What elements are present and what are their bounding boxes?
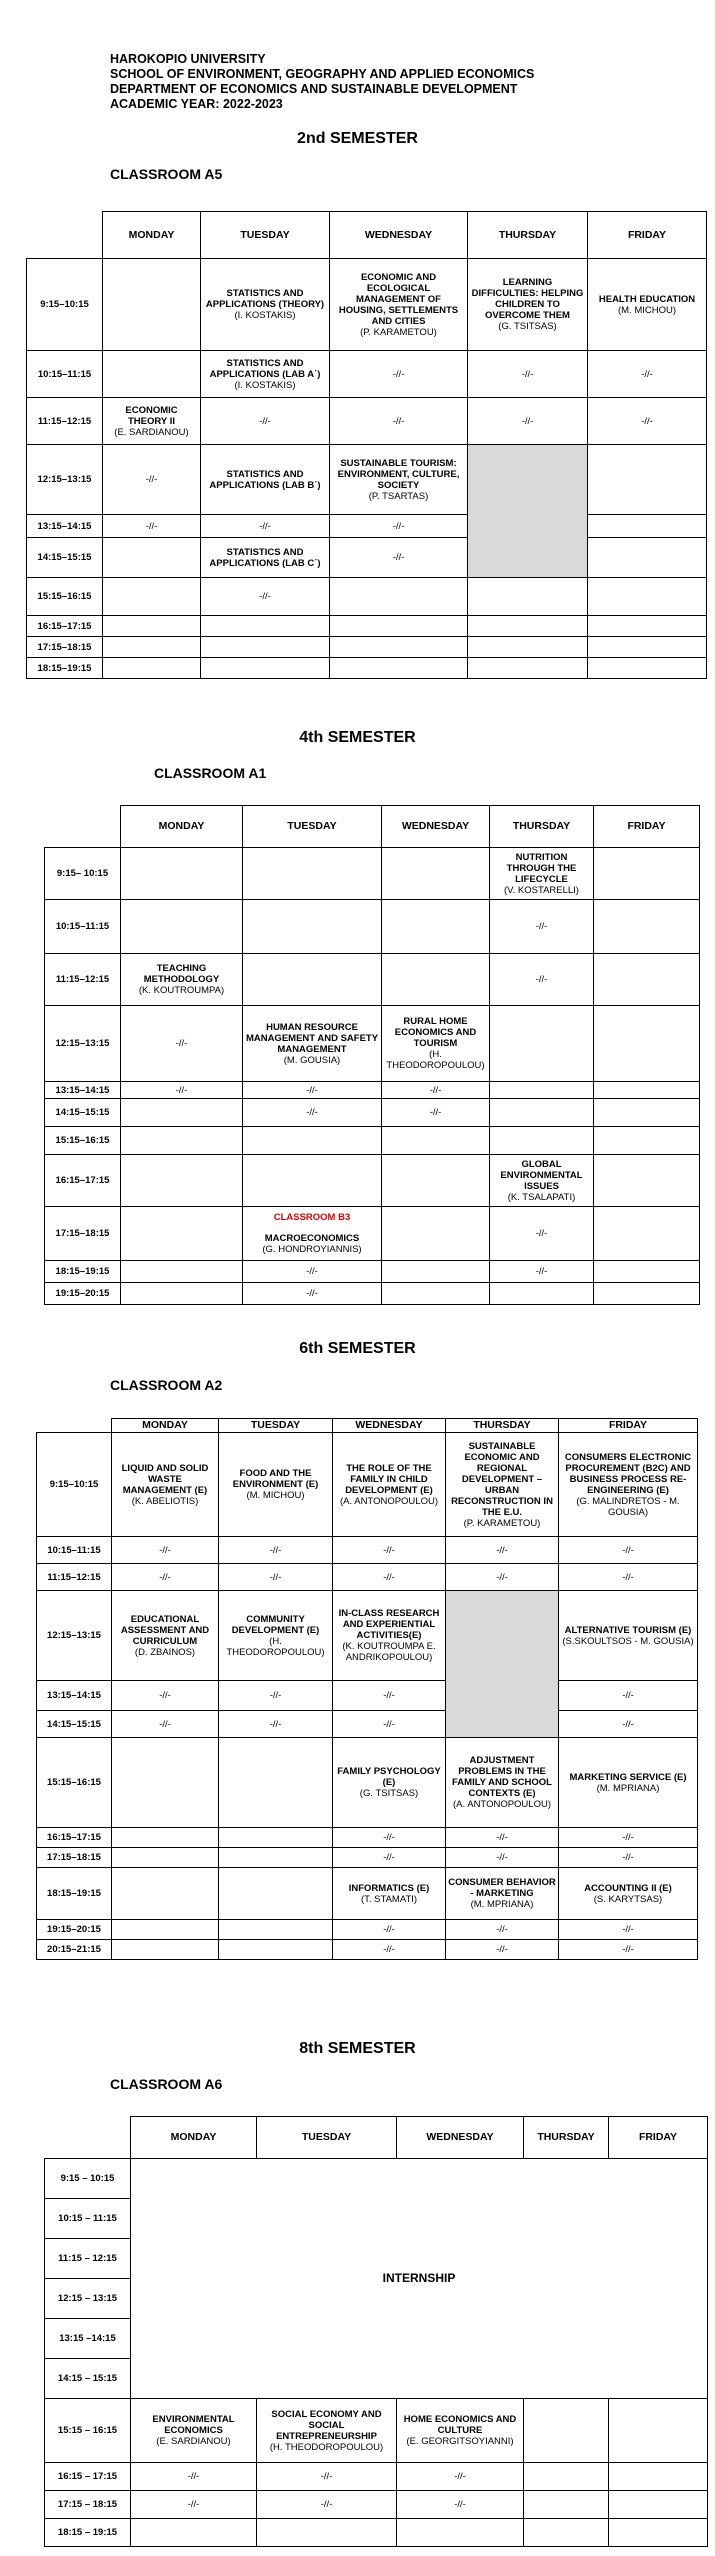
day-header: THURSDAY <box>468 212 588 259</box>
corner-cell <box>45 2117 131 2159</box>
corner-cell <box>37 1419 112 1433</box>
time-slot: 15:15–16:15 <box>45 1127 121 1155</box>
time-slot: 16:15–17:15 <box>45 1155 121 1207</box>
day-header: THURSDAY <box>446 1419 559 1433</box>
repeat-cell: -//- <box>219 1537 333 1564</box>
blocked-cell <box>446 1591 559 1738</box>
repeat-cell: -//- <box>330 351 468 398</box>
repeat-cell: -//- <box>333 1537 446 1564</box>
repeat-cell: -//- <box>103 515 201 538</box>
repeat-cell: -//- <box>333 1564 446 1591</box>
repeat-cell: -//- <box>382 1099 490 1127</box>
class-cell <box>588 538 707 578</box>
class-cell <box>103 538 201 578</box>
repeat-cell: -//- <box>201 515 330 538</box>
class-cell <box>103 351 201 398</box>
repeat-cell: -//- <box>446 1920 559 1940</box>
time-slot: 9:15 – 10:15 <box>45 2159 131 2199</box>
academic-year: ACADEMIC YEAR: 2022-2023 <box>110 97 283 111</box>
semester-4-title: 4th SEMESTER <box>299 729 416 746</box>
class-cell <box>588 445 707 515</box>
time-slot: 16:15–17:15 <box>27 616 103 637</box>
day-header: WEDNESDAY <box>330 212 468 259</box>
repeat-cell: -//- <box>559 1537 698 1564</box>
repeat-cell: -//- <box>219 1681 333 1711</box>
repeat-cell: -//- <box>243 1261 382 1283</box>
class-cell: COMMUNITY DEVELOPMENT (E) (H. THEODOROPOULOU) <box>219 1591 333 1681</box>
time-slot: 13:15 –14:15 <box>45 2319 131 2359</box>
class-cell: CONSUMER BEHAVIOR - MARKETING (M. MPRIANA) <box>446 1868 559 1920</box>
time-slot: 10:15–11:15 <box>27 351 103 398</box>
time-slot: 10:15–11:15 <box>45 900 121 954</box>
class-cell: HEALTH EDUCATION (M. MICHOU) <box>588 259 707 351</box>
class-cell: SOCIAL ECONOMY AND SOCIAL ENTREPRENEURSHIP (H. THEODOROPOULOU) <box>257 2399 397 2463</box>
repeat-cell: -//- <box>330 398 468 445</box>
day-header: TUESDAY <box>201 212 330 259</box>
repeat-cell: -//- <box>490 954 594 1006</box>
time-slot: 13:15–14:15 <box>37 1681 112 1711</box>
repeat-cell: -//- <box>333 1828 446 1848</box>
repeat-cell: -//- <box>219 1564 333 1591</box>
repeat-cell: -//- <box>243 1283 382 1305</box>
day-header: WEDNESDAY <box>382 806 490 848</box>
time-slot: 14:15–15:15 <box>37 1711 112 1738</box>
time-slot: 20:15–21:15 <box>37 1940 112 1960</box>
time-slot: 17:15–18:15 <box>37 1848 112 1868</box>
class-cell: ECONOMIC AND ECOLOGICAL MANAGEMENT OF HOUSING, SETTLEMENTS AND CITIES (P. KARAMETOU) <box>330 259 468 351</box>
class-cell: NUTRITION THROUGH THE LIFECYCLE (V. KOSTARELLI) <box>490 848 594 900</box>
day-header: FRIDAY <box>609 2117 708 2159</box>
class-cell: ADJUSTMENT PROBLEMS IN THE FAMILY AND SCHOOL CONTEXTS (E) (A. ANTONOPOULOU) <box>446 1738 559 1828</box>
semester-2-timetable <box>26 211 707 679</box>
semester-4-classroom: CLASSROOM A1 <box>154 765 267 781</box>
repeat-cell: -//- <box>559 1848 698 1868</box>
repeat-cell: -//- <box>112 1537 219 1564</box>
class-cell: SUSTAINABLE ECONOMIC AND REGIONAL DEVELOPMENT – URBAN RECONSTRUCTION IN THE E.U. (P. KARAMETOU) <box>446 1433 559 1537</box>
semester-2-classroom: CLASSROOM A5 <box>110 166 223 182</box>
repeat-cell: -//- <box>201 398 330 445</box>
class-cell: ECONOMIC THEORY II (E. SARDIANOU) <box>103 398 201 445</box>
repeat-cell: -//- <box>559 1681 698 1711</box>
repeat-cell: -//- <box>468 351 588 398</box>
time-slot: 12:15 – 13:15 <box>45 2279 131 2319</box>
class-cell <box>588 515 707 538</box>
repeat-cell: -//- <box>446 1537 559 1564</box>
time-slot: 14:15–15:15 <box>27 538 103 578</box>
class-cell: EDUCATIONAL ASSESSMENT AND CURRICULUM (D. ZBAINOS) <box>112 1591 219 1681</box>
repeat-cell: -//- <box>243 1082 382 1099</box>
department-name: DEPARTMENT OF ECONOMICS AND SUSTAINABLE DEVELOPMENT <box>110 82 518 96</box>
time-slot: 10:15 – 11:15 <box>45 2199 131 2239</box>
time-slot: 11:15–12:15 <box>27 398 103 445</box>
day-header: MONDAY <box>112 1419 219 1433</box>
time-slot: 15:15 – 16:15 <box>45 2399 131 2463</box>
semester-6-classroom: CLASSROOM A2 <box>110 1377 223 1393</box>
time-slot: 9:15– 10:15 <box>45 848 121 900</box>
time-slot: 17:15 – 18:15 <box>45 2491 131 2519</box>
class-cell: GLOBAL ENVIRONMENTAL ISSUES (K. TSALAPATI) <box>490 1155 594 1207</box>
class-cell <box>103 578 201 616</box>
class-cell: RURAL HOME ECONOMICS AND TOURISM (H. THEODOROPOULOU) <box>382 1006 490 1082</box>
repeat-cell: -//- <box>559 1940 698 1960</box>
semester-8-title: 8th SEMESTER <box>299 2040 416 2057</box>
class-cell: FAMILY PSYCHOLOGY (E) (G. TSITSAS) <box>333 1738 446 1828</box>
day-header: WEDNESDAY <box>397 2117 524 2159</box>
time-slot: 15:15–16:15 <box>37 1738 112 1828</box>
repeat-cell: -//- <box>131 2491 257 2519</box>
class-cell: INFORMATICS (E) (T. STAMATI) <box>333 1868 446 1920</box>
repeat-cell: -//- <box>333 1920 446 1940</box>
semester-8-classroom: CLASSROOM A6 <box>110 2076 223 2092</box>
time-slot: 18:15 – 19:15 <box>45 2519 131 2547</box>
class-cell: STATISTICS AND APPLICATIONS (LAB B΄) <box>201 445 330 515</box>
repeat-cell: -//- <box>112 1681 219 1711</box>
time-slot: 11:15–12:15 <box>45 954 121 1006</box>
semester-6-title: 6th SEMESTER <box>299 1340 416 1357</box>
repeat-cell: -//- <box>333 1940 446 1960</box>
time-slot: 10:15–11:15 <box>37 1537 112 1564</box>
class-cell: STATISTICS AND APPLICATIONS (THEORY) (I. KOSTAKIS) <box>201 259 330 351</box>
class-cell <box>588 578 707 616</box>
time-slot: 19:15–20:15 <box>37 1920 112 1940</box>
day-header: FRIDAY <box>588 212 707 259</box>
class-cell <box>103 259 201 351</box>
blocked-cell <box>468 445 588 578</box>
time-slot: 16:15–17:15 <box>37 1828 112 1848</box>
day-header: TUESDAY <box>219 1419 333 1433</box>
repeat-cell: -//- <box>446 1848 559 1868</box>
class-cell: ACCOUNTING II (E) (S. KARYTSAS) <box>559 1868 698 1920</box>
repeat-cell: -//- <box>103 445 201 515</box>
repeat-cell: -//- <box>397 2491 524 2519</box>
semester-6-timetable <box>36 1418 698 1960</box>
class-cell <box>330 578 468 616</box>
corner-cell <box>27 212 103 259</box>
day-header: FRIDAY <box>594 806 700 848</box>
class-cell: HUMAN RESOURCE MANAGEMENT AND SAFETY MANAGEMENT (M. GOUSIA) <box>243 1006 382 1082</box>
day-header: FRIDAY <box>559 1419 698 1433</box>
class-cell: HOME ECONOMICS AND CULTURE (E. GEORGITSOYIANNI) <box>397 2399 524 2463</box>
repeat-cell: -//- <box>559 1828 698 1848</box>
time-slot: 9:15–10:15 <box>27 259 103 351</box>
repeat-cell: -//- <box>121 1082 243 1099</box>
time-slot: 13:15–14:15 <box>27 515 103 538</box>
class-cell: STATISTICS AND APPLICATIONS (LAB A΄) (I. KOSTAKIS) <box>201 351 330 398</box>
class-cell: ENVIRONMENTAL ECONOMICS (E. SARDIANOU) <box>131 2399 257 2463</box>
repeat-cell: -//- <box>490 900 594 954</box>
class-cell: THE ROLE OF THE FAMILY IN CHILD DEVELOPMENT (E) (A. ANTONOPOULOU) <box>333 1433 446 1537</box>
university-name: HAROKOPIO UNIVERSITY <box>110 52 266 66</box>
semester-4-timetable <box>44 805 700 1305</box>
time-slot: 18:15–19:15 <box>37 1868 112 1920</box>
repeat-cell: -//- <box>333 1848 446 1868</box>
class-cell: CLASSROOM B3 MACROECONOMICS (G. HONDROYIANNIS) <box>243 1207 382 1261</box>
time-slot: 15:15–16:15 <box>27 578 103 616</box>
repeat-cell: -//- <box>559 1564 698 1591</box>
repeat-cell: -//- <box>112 1711 219 1738</box>
day-header: THURSDAY <box>524 2117 609 2159</box>
day-header: MONDAY <box>103 212 201 259</box>
semester-8-timetable <box>44 2116 708 2547</box>
class-cell: LEARNING DIFFICULTIES: HELPING CHILDREN TO OVERCOME THEM (G. TSITSAS) <box>468 259 588 351</box>
school-name: SCHOOL OF ENVIRONMENT, GEOGRAPHY AND APPLIED ECONOMICS <box>110 67 535 81</box>
repeat-cell: -//- <box>468 398 588 445</box>
time-slot: 18:15–19:15 <box>27 658 103 679</box>
time-slot: 12:15–13:15 <box>37 1591 112 1681</box>
class-cell: STATISTICS AND APPLICATIONS (LAB C΄) <box>201 538 330 578</box>
class-cell: SUSTAINABLE TOURISM: ENVIRONMENT, CULTURE, SOCIETY (P. TSARTAS) <box>330 445 468 515</box>
time-slot: 18:15–19:15 <box>45 1261 121 1283</box>
time-slot: 16:15 – 17:15 <box>45 2463 131 2491</box>
document-header <box>110 52 534 112</box>
internship-block: INTERNSHIP <box>131 2159 708 2399</box>
day-header: THURSDAY <box>490 806 594 848</box>
repeat-cell: -//- <box>559 1920 698 1940</box>
time-slot: 12:15–13:15 <box>45 1006 121 1082</box>
repeat-cell: -//- <box>559 1711 698 1738</box>
repeat-cell: -//- <box>446 1828 559 1848</box>
class-cell: CONSUMERS ELECTRONIC PROCUREMENT (B2C) AND BUSINESS PROCESS RE-ENGINEERING (E) (G. MALINDRETOS - M. GOUSIA) <box>559 1433 698 1537</box>
repeat-cell: -//- <box>131 2463 257 2491</box>
repeat-cell: -//- <box>382 1082 490 1099</box>
time-slot: 17:15–18:15 <box>45 1207 121 1261</box>
semester-2-title: 2nd SEMESTER <box>297 130 418 147</box>
time-slot: 17:15–18:15 <box>27 637 103 658</box>
class-cell: LIQUID AND SOLID WASTE MANAGEMENT (E) (K. ABELIOTIS) <box>112 1433 219 1537</box>
day-header: MONDAY <box>121 806 243 848</box>
repeat-cell: -//- <box>257 2463 397 2491</box>
time-slot: 12:15–13:15 <box>27 445 103 515</box>
repeat-cell: -//- <box>333 1711 446 1738</box>
repeat-cell: -//- <box>243 1099 382 1127</box>
time-slot: 14:15 – 15:15 <box>45 2359 131 2399</box>
repeat-cell: -//- <box>330 538 468 578</box>
repeat-cell: -//- <box>219 1711 333 1738</box>
time-slot: 11:15–12:15 <box>37 1564 112 1591</box>
repeat-cell: -//- <box>588 351 707 398</box>
day-header: MONDAY <box>131 2117 257 2159</box>
repeat-cell: -//- <box>490 1207 594 1261</box>
repeat-cell: -//- <box>333 1681 446 1711</box>
corner-cell <box>45 806 121 848</box>
time-slot: 14:15–15:15 <box>45 1099 121 1127</box>
repeat-cell: -//- <box>201 578 330 616</box>
repeat-cell: -//- <box>588 398 707 445</box>
day-header: TUESDAY <box>257 2117 397 2159</box>
time-slot: 11:15 – 12:15 <box>45 2239 131 2279</box>
repeat-cell: -//- <box>112 1564 219 1591</box>
repeat-cell: -//- <box>257 2491 397 2519</box>
repeat-cell: -//- <box>446 1564 559 1591</box>
day-header: WEDNESDAY <box>333 1419 446 1433</box>
time-slot: 9:15–10:15 <box>37 1433 112 1537</box>
repeat-cell: -//- <box>330 515 468 538</box>
repeat-cell: -//- <box>121 1006 243 1082</box>
class-cell <box>468 578 588 616</box>
time-slot: 19:15–20:15 <box>45 1283 121 1305</box>
class-cell: MARKETING SERVICE (E) (M. MPRIANA) <box>559 1738 698 1828</box>
class-cell: TEACHING METHODOLOGY (K. KOUTROUMPA) <box>121 954 243 1006</box>
repeat-cell: -//- <box>490 1261 594 1283</box>
class-cell: ALTERNATIVE TOURISM (E) (S.SKOULTSOS - M. GOUSIA) <box>559 1591 698 1681</box>
repeat-cell: -//- <box>397 2463 524 2491</box>
day-header: TUESDAY <box>243 806 382 848</box>
repeat-cell: -//- <box>446 1940 559 1960</box>
class-cell: FOOD AND THE ENVIRONMENT (E) (M. MICHOU) <box>219 1433 333 1537</box>
class-cell: IN-CLASS RESEARCH AND EXPERIENTIAL ACTIVITIES(E) (K. KOUTROUMPA E. ANDRIKOPOULOU) <box>333 1591 446 1681</box>
time-slot: 13:15–14:15 <box>45 1082 121 1099</box>
